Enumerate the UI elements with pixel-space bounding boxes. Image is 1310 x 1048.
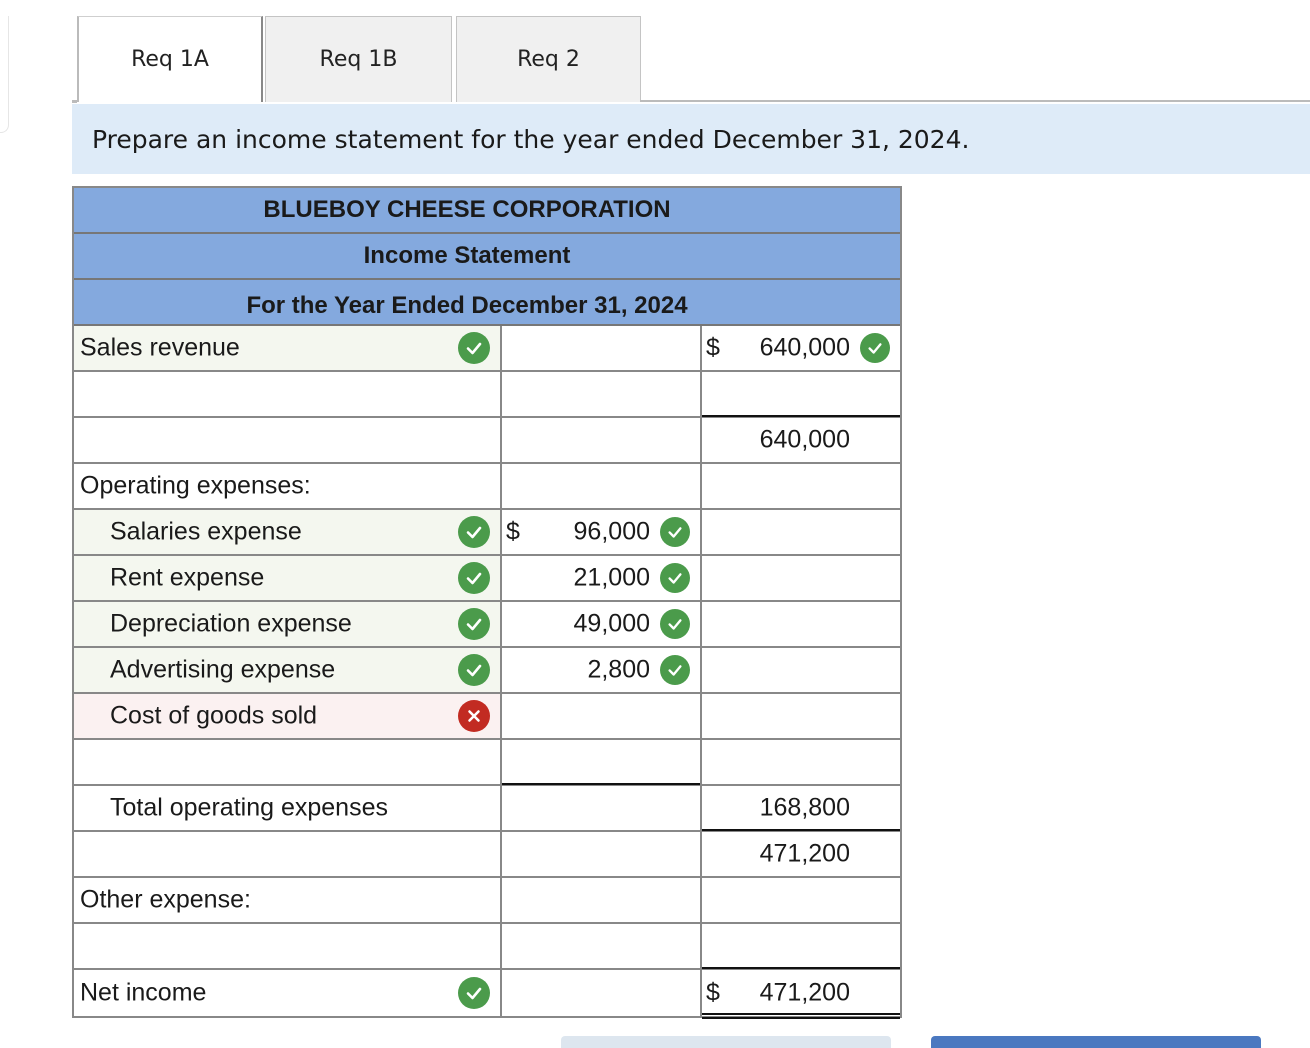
amount-input-col2[interactable] <box>702 832 900 876</box>
account-select[interactable] <box>74 602 502 646</box>
account-label: Sales revenue <box>80 333 240 362</box>
tabs-baseline <box>640 100 1310 102</box>
amount-input-col1[interactable] <box>502 602 702 646</box>
amount-input-col2[interactable] <box>702 924 900 968</box>
account-select[interactable] <box>74 510 502 554</box>
account-select[interactable] <box>74 832 502 876</box>
amount-value: 21,000 <box>573 563 650 592</box>
tab-label: Req 1B <box>319 47 398 72</box>
amount-input-col2[interactable] <box>702 694 900 738</box>
row-empty-1 <box>74 372 900 418</box>
account-select[interactable] <box>74 556 502 600</box>
left-panel-edge <box>0 16 9 133</box>
check-icon <box>660 517 690 547</box>
amount-input-col1[interactable] <box>502 556 702 600</box>
tab-req-2[interactable] <box>456 16 641 102</box>
amount-input-col2[interactable] <box>702 372 900 416</box>
amount-input-col1[interactable] <box>502 372 702 416</box>
account-label: Rent expense <box>110 563 265 592</box>
underline <box>702 829 900 831</box>
account-select[interactable] <box>74 924 502 968</box>
amount-value: 168,800 <box>759 793 850 822</box>
check-icon <box>458 516 490 548</box>
amount-value: 49,000 <box>573 609 650 638</box>
amount-input-col1[interactable] <box>502 510 702 554</box>
tab-label: Req 1A <box>131 47 209 72</box>
amount-input-col2[interactable] <box>702 786 900 830</box>
row-empty-3 <box>74 924 900 970</box>
account-select[interactable] <box>74 694 502 738</box>
check-icon <box>458 977 490 1009</box>
row-rent-expense <box>74 556 900 602</box>
row-subtotal-revenue <box>74 418 900 464</box>
account-select[interactable] <box>74 326 502 370</box>
underline <box>502 783 700 785</box>
check-icon <box>660 563 690 593</box>
amount-value: 471,200 <box>759 978 850 1007</box>
check-icon <box>458 654 490 686</box>
statement-title: Income Statement <box>74 234 900 280</box>
row-cost-of-goods-sold <box>74 694 900 740</box>
account-select[interactable] <box>74 740 502 784</box>
tabs-baseline-left <box>72 100 77 103</box>
instruction-banner <box>72 104 1310 174</box>
amount-value: 2,800 <box>587 655 650 684</box>
amount-input-col1[interactable] <box>502 924 702 968</box>
section-label-cell <box>74 464 502 508</box>
section-label-cell <box>74 878 502 922</box>
underline <box>702 967 900 969</box>
section-label: Operating expenses: <box>80 471 311 500</box>
amount-input-col2[interactable] <box>702 602 900 646</box>
check-icon <box>660 655 690 685</box>
section-label: Other expense: <box>80 885 251 914</box>
row-net-income <box>74 970 900 1016</box>
amount-input-col2[interactable] <box>702 326 900 370</box>
row-advertising-expense <box>74 648 900 694</box>
row-sales-revenue <box>74 326 900 372</box>
amount-value: 640,000 <box>759 425 850 454</box>
amount-value: 96,000 <box>573 517 650 546</box>
account-select[interactable] <box>74 372 502 416</box>
amount-input-col1[interactable] <box>502 326 702 370</box>
dollar-sign: $ <box>706 978 720 1007</box>
amount-input-col1[interactable] <box>502 648 702 692</box>
account-select[interactable] <box>74 786 502 830</box>
underline <box>702 415 900 417</box>
account-label: Net income <box>80 978 207 1007</box>
dollar-sign: $ <box>506 517 520 546</box>
amount-input-col1[interactable] <box>502 418 702 462</box>
amount-input-col1[interactable] <box>502 970 702 1016</box>
row-operating-income <box>74 832 900 878</box>
amount-input-col2[interactable] <box>702 648 900 692</box>
amount-input-col1[interactable] <box>502 694 702 738</box>
empty-cell <box>502 464 702 508</box>
check-icon <box>660 609 690 639</box>
check-icon <box>458 608 490 640</box>
amount-value: 471,200 <box>759 839 850 868</box>
amount-input-col1[interactable] <box>502 786 702 830</box>
previous-button[interactable] <box>561 1036 891 1048</box>
account-select[interactable] <box>74 648 502 692</box>
account-label: Depreciation expense <box>110 609 352 638</box>
row-salaries-expense <box>74 510 900 556</box>
row-total-operating-expenses <box>74 786 900 832</box>
check-icon <box>458 562 490 594</box>
account-label: Advertising expense <box>110 655 336 684</box>
account-label: Salaries expense <box>110 517 302 546</box>
row-depreciation-expense <box>74 602 900 648</box>
dollar-sign: $ <box>706 333 720 362</box>
account-select[interactable] <box>74 970 502 1016</box>
empty-cell <box>702 464 900 508</box>
x-mark-icon <box>458 700 490 732</box>
row-other-expense-header <box>74 878 900 924</box>
account-label: Cost of goods sold <box>110 701 318 730</box>
amount-input-col2[interactable] <box>702 970 900 1016</box>
tab-req-1a[interactable] <box>77 16 263 102</box>
amount-input-col2[interactable] <box>702 556 900 600</box>
amount-value: 640,000 <box>759 333 850 362</box>
amount-input-col2[interactable] <box>702 740 900 784</box>
empty-cell <box>502 878 702 922</box>
company-name: BLUEBOY CHEESE CORPORATION <box>74 188 900 234</box>
account-label: Total operating expenses <box>110 793 388 822</box>
tab-req-1b[interactable] <box>265 16 452 102</box>
check-icon <box>458 332 490 364</box>
amount-input-col2[interactable] <box>702 418 900 462</box>
row-empty-2 <box>74 740 900 786</box>
account-select[interactable] <box>74 418 502 462</box>
amount-input-col1[interactable] <box>502 740 702 784</box>
amount-input-col2[interactable] <box>702 510 900 554</box>
double-underline <box>702 1013 900 1019</box>
instruction-text: Prepare an income statement for the year ended December 31, 2024. <box>92 124 970 154</box>
tab-label: Req 2 <box>517 47 580 72</box>
amount-input-col1[interactable] <box>502 832 702 876</box>
check-icon <box>860 333 890 363</box>
income-statement-table <box>72 186 902 1018</box>
next-button[interactable] <box>931 1036 1261 1048</box>
row-operating-expenses-header <box>74 464 900 510</box>
statement-period: For the Year Ended December 31, 2024 <box>74 280 900 326</box>
empty-cell <box>702 878 900 922</box>
